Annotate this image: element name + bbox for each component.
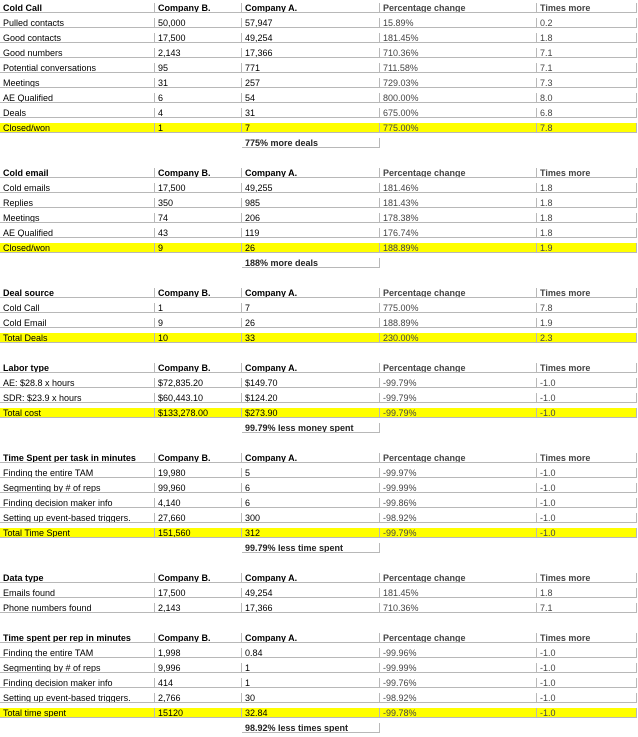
cell-times-more[interactable]: -1.0 bbox=[537, 678, 637, 688]
section-header-label[interactable]: Cold email bbox=[0, 168, 155, 178]
section-header-percentage-change[interactable]: Percentage change bbox=[380, 453, 537, 463]
section-header-percentage-change[interactable]: Percentage change bbox=[380, 633, 537, 643]
total-company-a[interactable]: 33 bbox=[242, 333, 380, 343]
cell-percentage-change[interactable]: 181.45% bbox=[380, 588, 537, 598]
cell-times-more[interactable]: 7.8 bbox=[537, 303, 637, 313]
cell-label[interactable]: Finding the entire TAM bbox=[0, 468, 155, 478]
cell-company-a[interactable]: 31 bbox=[242, 108, 380, 118]
cell-times-more[interactable]: 1.8 bbox=[537, 33, 637, 43]
section-header-percentage-change[interactable]: Percentage change bbox=[380, 3, 537, 13]
cell-percentage-change[interactable]: 181.46% bbox=[380, 183, 537, 193]
section-header-times-more[interactable]: Times more bbox=[537, 453, 637, 463]
cell-company-a[interactable]: 206 bbox=[242, 213, 380, 223]
total-company-a[interactable]: $273.90 bbox=[242, 408, 380, 418]
total-percentage-change[interactable]: -99.79% bbox=[380, 528, 537, 538]
cell-percentage-change[interactable]: -99.96% bbox=[380, 648, 537, 658]
cell-company-a[interactable]: 300 bbox=[242, 513, 380, 523]
cell-label[interactable]: Segmenting by # of reps bbox=[0, 483, 155, 493]
summary-note[interactable]: 98.92% less times spent bbox=[242, 723, 380, 733]
cell-percentage-change[interactable]: 188.89% bbox=[380, 318, 537, 328]
cell-label[interactable]: Cold Call bbox=[0, 303, 155, 313]
cell-company-a[interactable]: 0.84 bbox=[242, 648, 380, 658]
section-header-company-a[interactable]: Company A. bbox=[242, 3, 380, 13]
total-label[interactable]: Total Time Spent bbox=[0, 528, 155, 538]
total-company-b[interactable]: 9 bbox=[155, 243, 242, 253]
cell-company-b[interactable]: 17,500 bbox=[155, 33, 242, 43]
cell-label[interactable]: Replies bbox=[0, 198, 155, 208]
summary-note[interactable]: 775% more deals bbox=[242, 138, 380, 148]
cell-label[interactable]: Potential conversations bbox=[0, 63, 155, 73]
section-header-company-b[interactable]: Company B. bbox=[155, 288, 242, 298]
cell-percentage-change[interactable]: -98.92% bbox=[380, 693, 537, 703]
cell-times-more[interactable]: -1.0 bbox=[537, 378, 637, 388]
total-company-a[interactable]: 312 bbox=[242, 528, 380, 538]
cell-label[interactable]: Finding decision maker info bbox=[0, 498, 155, 508]
cell-company-a[interactable]: 5 bbox=[242, 468, 380, 478]
cell-company-b[interactable]: 350 bbox=[155, 198, 242, 208]
cell-times-more[interactable]: 1.9 bbox=[537, 318, 637, 328]
cell-company-b[interactable]: 17,500 bbox=[155, 183, 242, 193]
total-label[interactable]: Total Deals bbox=[0, 333, 155, 343]
section-header-label[interactable]: Labor type bbox=[0, 363, 155, 373]
total-label[interactable]: Closed/won bbox=[0, 243, 155, 253]
cell-company-b[interactable]: $72,835.20 bbox=[155, 378, 242, 388]
cell-times-more[interactable]: -1.0 bbox=[537, 483, 637, 493]
cell-company-a[interactable]: 771 bbox=[242, 63, 380, 73]
cell-company-a[interactable]: 1 bbox=[242, 663, 380, 673]
cell-company-a[interactable]: 49,254 bbox=[242, 588, 380, 598]
cell-percentage-change[interactable]: 729.03% bbox=[380, 78, 537, 88]
cell-percentage-change[interactable]: 800.00% bbox=[380, 93, 537, 103]
cell-company-a[interactable]: 49,254 bbox=[242, 33, 380, 43]
section-header-company-a[interactable]: Company A. bbox=[242, 363, 380, 373]
total-company-b[interactable]: $133,278.00 bbox=[155, 408, 242, 418]
total-times-more[interactable]: -1.0 bbox=[537, 528, 637, 538]
total-percentage-change[interactable]: -99.78% bbox=[380, 708, 537, 718]
cell-percentage-change[interactable]: -99.99% bbox=[380, 483, 537, 493]
cell-label[interactable]: AE Qualified bbox=[0, 93, 155, 103]
total-times-more[interactable]: -1.0 bbox=[537, 708, 637, 718]
cell-company-a[interactable]: 30 bbox=[242, 693, 380, 703]
cell-times-more[interactable]: 7.1 bbox=[537, 63, 637, 73]
section-header-times-more[interactable]: Times more bbox=[537, 288, 637, 298]
cell-label[interactable]: Deals bbox=[0, 108, 155, 118]
cell-times-more[interactable]: 7.1 bbox=[537, 603, 637, 613]
cell-company-b[interactable]: 414 bbox=[155, 678, 242, 688]
total-times-more[interactable]: -1.0 bbox=[537, 408, 637, 418]
cell-times-more[interactable]: 8.0 bbox=[537, 93, 637, 103]
total-company-a[interactable]: 26 bbox=[242, 243, 380, 253]
cell-times-more[interactable]: 1.8 bbox=[537, 198, 637, 208]
cell-company-b[interactable]: 95 bbox=[155, 63, 242, 73]
section-header-company-a[interactable]: Company A. bbox=[242, 168, 380, 178]
cell-percentage-change[interactable]: 675.00% bbox=[380, 108, 537, 118]
cell-times-more[interactable]: -1.0 bbox=[537, 393, 637, 403]
cell-label[interactable]: Meetings bbox=[0, 213, 155, 223]
total-label[interactable]: Closed/won bbox=[0, 123, 155, 133]
cell-percentage-change[interactable]: 176.74% bbox=[380, 228, 537, 238]
cell-company-b[interactable]: 2,143 bbox=[155, 48, 242, 58]
cell-percentage-change[interactable]: 775.00% bbox=[380, 303, 537, 313]
total-company-a[interactable]: 7 bbox=[242, 123, 380, 133]
cell-percentage-change[interactable]: 711.58% bbox=[380, 63, 537, 73]
cell-percentage-change[interactable]: -99.76% bbox=[380, 678, 537, 688]
cell-label[interactable]: Finding the entire TAM bbox=[0, 648, 155, 658]
summary-note[interactable]: 99.79% less money spent bbox=[242, 423, 380, 433]
cell-company-a[interactable]: 985 bbox=[242, 198, 380, 208]
section-header-times-more[interactable]: Times more bbox=[537, 363, 637, 373]
cell-company-a[interactable]: 49,255 bbox=[242, 183, 380, 193]
cell-times-more[interactable]: 7.3 bbox=[537, 78, 637, 88]
cell-times-more[interactable]: -1.0 bbox=[537, 663, 637, 673]
total-percentage-change[interactable]: 188.89% bbox=[380, 243, 537, 253]
cell-percentage-change[interactable]: 181.45% bbox=[380, 33, 537, 43]
cell-percentage-change[interactable]: 15.89% bbox=[380, 18, 537, 28]
cell-label[interactable]: Cold emails bbox=[0, 183, 155, 193]
cell-times-more[interactable]: -1.0 bbox=[537, 513, 637, 523]
cell-percentage-change[interactable]: -99.97% bbox=[380, 468, 537, 478]
cell-company-a[interactable]: 6 bbox=[242, 498, 380, 508]
section-header-company-b[interactable]: Company B. bbox=[155, 363, 242, 373]
cell-percentage-change[interactable]: -99.86% bbox=[380, 498, 537, 508]
cell-company-b[interactable]: 31 bbox=[155, 78, 242, 88]
cell-times-more[interactable]: -1.0 bbox=[537, 648, 637, 658]
cell-label[interactable]: Good contacts bbox=[0, 33, 155, 43]
total-percentage-change[interactable]: 775.00% bbox=[380, 123, 537, 133]
cell-label[interactable]: SDR: $23.9 x hours bbox=[0, 393, 155, 403]
cell-label[interactable]: Setting up event-based triggers. bbox=[0, 513, 155, 523]
cell-company-b[interactable]: 2,766 bbox=[155, 693, 242, 703]
section-header-company-a[interactable]: Company A. bbox=[242, 453, 380, 463]
cell-company-b[interactable]: 9,996 bbox=[155, 663, 242, 673]
section-header-percentage-change[interactable]: Percentage change bbox=[380, 573, 537, 583]
section-header-company-a[interactable]: Company A. bbox=[242, 633, 380, 643]
section-header-company-a[interactable]: Company A. bbox=[242, 573, 380, 583]
cell-times-more[interactable]: -1.0 bbox=[537, 498, 637, 508]
total-times-more[interactable]: 7.8 bbox=[537, 123, 637, 133]
section-header-company-a[interactable]: Company A. bbox=[242, 288, 380, 298]
section-header-percentage-change[interactable]: Percentage change bbox=[380, 288, 537, 298]
cell-company-a[interactable]: $124.20 bbox=[242, 393, 380, 403]
cell-company-b[interactable]: 1 bbox=[155, 303, 242, 313]
cell-percentage-change[interactable]: 710.36% bbox=[380, 603, 537, 613]
section-header-company-b[interactable]: Company B. bbox=[155, 168, 242, 178]
cell-percentage-change[interactable]: 178.38% bbox=[380, 213, 537, 223]
cell-label[interactable]: Good numbers bbox=[0, 48, 155, 58]
cell-times-more[interactable]: 0.2 bbox=[537, 18, 637, 28]
cell-percentage-change[interactable]: -99.99% bbox=[380, 663, 537, 673]
summary-note[interactable]: 99.79% less time spent bbox=[242, 543, 380, 553]
cell-times-more[interactable]: -1.0 bbox=[537, 693, 637, 703]
total-times-more[interactable]: 1.9 bbox=[537, 243, 637, 253]
cell-times-more[interactable]: 1.8 bbox=[537, 213, 637, 223]
section-header-label[interactable]: Cold Call bbox=[0, 3, 155, 13]
cell-times-more[interactable]: 7.1 bbox=[537, 48, 637, 58]
cell-label[interactable]: Cold Email bbox=[0, 318, 155, 328]
total-times-more[interactable]: 2.3 bbox=[537, 333, 637, 343]
section-header-label[interactable]: Data type bbox=[0, 573, 155, 583]
total-company-b[interactable]: 15120 bbox=[155, 708, 242, 718]
cell-times-more[interactable]: -1.0 bbox=[537, 468, 637, 478]
section-header-times-more[interactable]: Times more bbox=[537, 3, 637, 13]
cell-company-b[interactable]: 27,660 bbox=[155, 513, 242, 523]
cell-company-b[interactable]: 99,960 bbox=[155, 483, 242, 493]
cell-company-a[interactable]: 6 bbox=[242, 483, 380, 493]
cell-label[interactable]: Segmenting by # of reps bbox=[0, 663, 155, 673]
cell-company-b[interactable]: 43 bbox=[155, 228, 242, 238]
cell-company-a[interactable]: 119 bbox=[242, 228, 380, 238]
total-company-a[interactable]: 32.84 bbox=[242, 708, 380, 718]
total-company-b[interactable]: 1 bbox=[155, 123, 242, 133]
cell-company-b[interactable]: 50,000 bbox=[155, 18, 242, 28]
cell-company-a[interactable]: 17,366 bbox=[242, 48, 380, 58]
cell-percentage-change[interactable]: -99.79% bbox=[380, 378, 537, 388]
section-header-times-more[interactable]: Times more bbox=[537, 633, 637, 643]
cell-company-a[interactable]: 57,947 bbox=[242, 18, 380, 28]
total-company-b[interactable]: 10 bbox=[155, 333, 242, 343]
cell-times-more[interactable]: 1.8 bbox=[537, 228, 637, 238]
cell-company-b[interactable]: 74 bbox=[155, 213, 242, 223]
cell-percentage-change[interactable]: 181.43% bbox=[380, 198, 537, 208]
total-label[interactable]: Total cost bbox=[0, 408, 155, 418]
cell-label[interactable]: Setting up event-based triggers. bbox=[0, 693, 155, 703]
cell-label[interactable]: AE: $28.8 x hours bbox=[0, 378, 155, 388]
total-company-b[interactable]: 151,560 bbox=[155, 528, 242, 538]
cell-label[interactable]: Finding decision maker info bbox=[0, 678, 155, 688]
cell-times-more[interactable]: 1.8 bbox=[537, 588, 637, 598]
total-percentage-change[interactable]: 230.00% bbox=[380, 333, 537, 343]
cell-label[interactable]: Meetings bbox=[0, 78, 155, 88]
section-header-label[interactable]: Time Spent per task in minutes bbox=[0, 453, 155, 463]
section-header-percentage-change[interactable]: Percentage change bbox=[380, 168, 537, 178]
cell-company-b[interactable]: 9 bbox=[155, 318, 242, 328]
section-header-label[interactable]: Deal source bbox=[0, 288, 155, 298]
total-label[interactable]: Total time spent bbox=[0, 708, 155, 718]
cell-company-b[interactable]: 17,500 bbox=[155, 588, 242, 598]
cell-company-b[interactable]: 19,980 bbox=[155, 468, 242, 478]
cell-company-a[interactable]: 54 bbox=[242, 93, 380, 103]
cell-label[interactable]: Pulled contacts bbox=[0, 18, 155, 28]
section-header-percentage-change[interactable]: Percentage change bbox=[380, 363, 537, 373]
section-header-times-more[interactable]: Times more bbox=[537, 573, 637, 583]
section-header-company-b[interactable]: Company B. bbox=[155, 3, 242, 13]
cell-company-a[interactable]: 1 bbox=[242, 678, 380, 688]
cell-percentage-change[interactable]: 710.36% bbox=[380, 48, 537, 58]
section-header-label[interactable]: Time spent per rep in minutes bbox=[0, 633, 155, 643]
cell-percentage-change[interactable]: -98.92% bbox=[380, 513, 537, 523]
section-header-times-more[interactable]: Times more bbox=[537, 168, 637, 178]
section-header-company-b[interactable]: Company B. bbox=[155, 453, 242, 463]
cell-company-a[interactable]: 7 bbox=[242, 303, 380, 313]
cell-company-b[interactable]: 1,998 bbox=[155, 648, 242, 658]
cell-company-b[interactable]: 4,140 bbox=[155, 498, 242, 508]
cell-company-a[interactable]: 26 bbox=[242, 318, 380, 328]
cell-percentage-change[interactable]: -99.79% bbox=[380, 393, 537, 403]
cell-company-b[interactable]: 6 bbox=[155, 93, 242, 103]
cell-times-more[interactable]: 6.8 bbox=[537, 108, 637, 118]
section-header-company-b[interactable]: Company B. bbox=[155, 633, 242, 643]
cell-company-a[interactable]: 257 bbox=[242, 78, 380, 88]
cell-label[interactable]: Phone numbers found bbox=[0, 603, 155, 613]
cell-times-more[interactable]: 1.8 bbox=[537, 183, 637, 193]
cell-company-a[interactable]: 17,366 bbox=[242, 603, 380, 613]
cell-company-a[interactable]: $149.70 bbox=[242, 378, 380, 388]
cell-company-b[interactable]: 2,143 bbox=[155, 603, 242, 613]
cell-company-b[interactable]: $60,443.10 bbox=[155, 393, 242, 403]
summary-note[interactable]: 188% more deals bbox=[242, 258, 380, 268]
cell-label[interactable]: AE Qualified bbox=[0, 228, 155, 238]
cell-label[interactable]: Emails found bbox=[0, 588, 155, 598]
section-header-company-b[interactable]: Company B. bbox=[155, 573, 242, 583]
cell-company-b[interactable]: 4 bbox=[155, 108, 242, 118]
total-percentage-change[interactable]: -99.79% bbox=[380, 408, 537, 418]
